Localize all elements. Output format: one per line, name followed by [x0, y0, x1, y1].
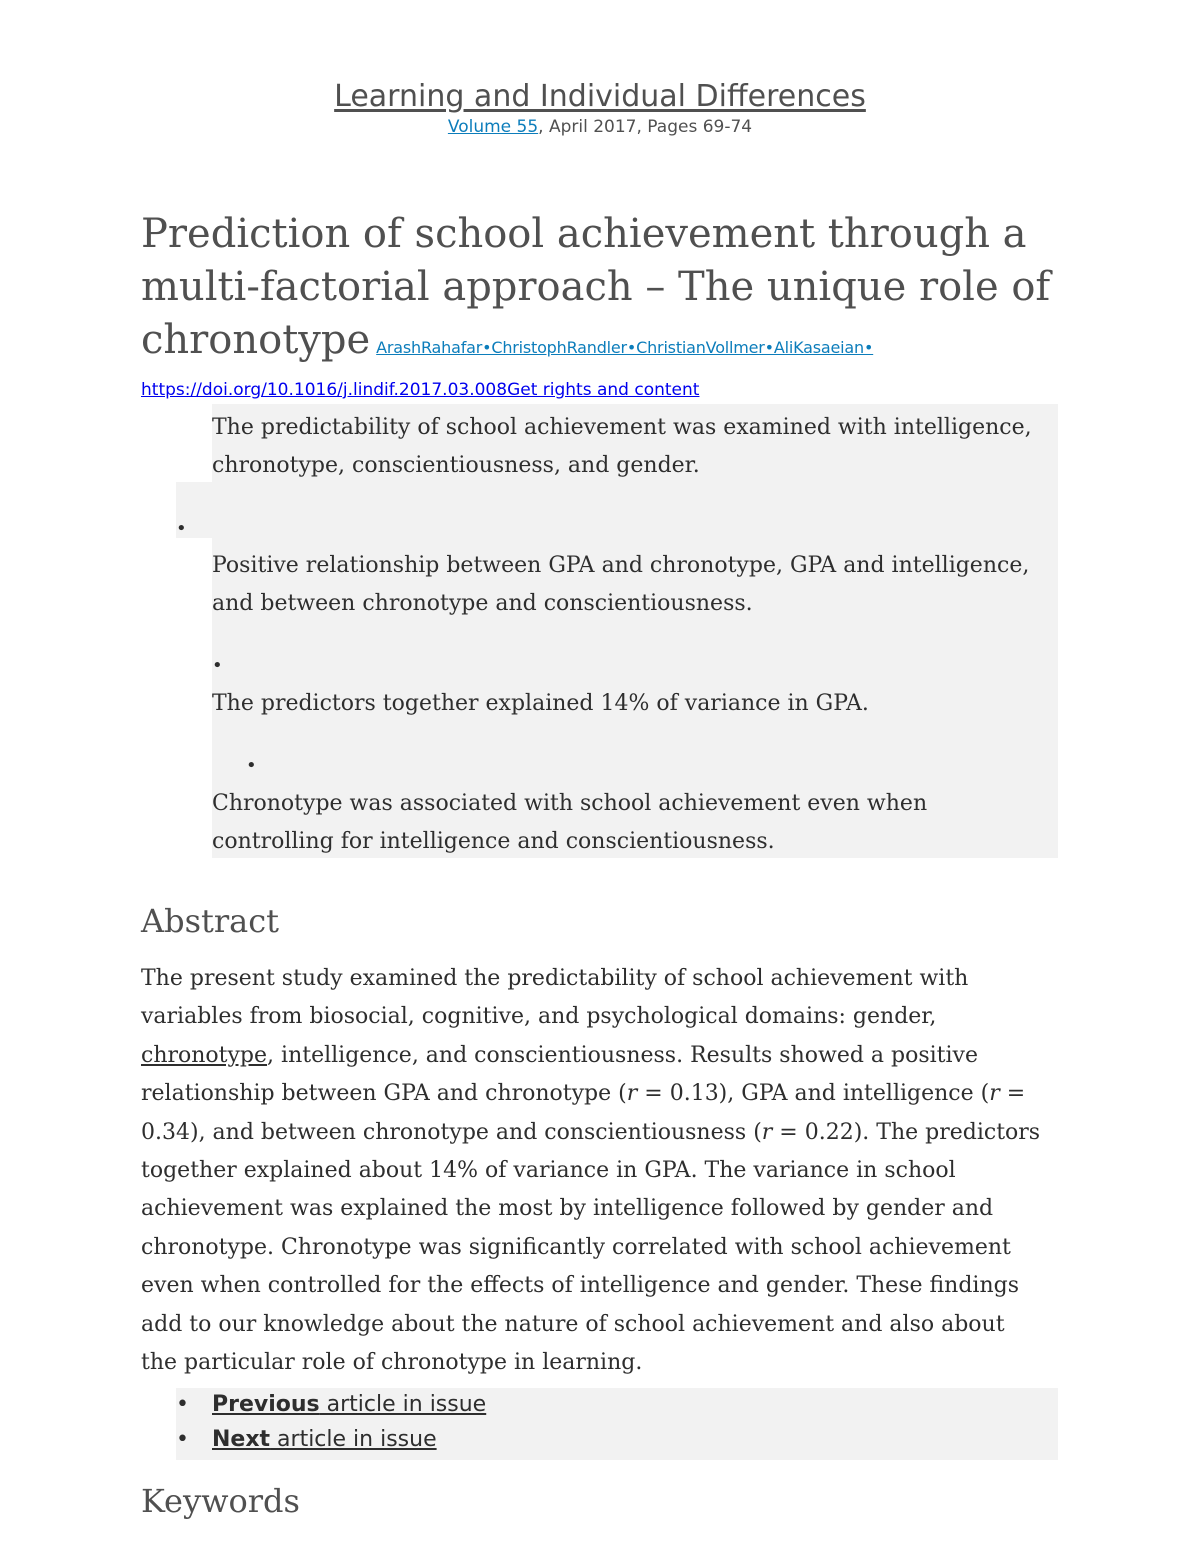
bullet-icon: •	[212, 655, 223, 676]
highlight-item-2: Positive relationship between GPA and chronotype, GPA and intelligence, and between chronotype and conscientiousness.	[212, 553, 1030, 616]
abstract-segment: = 0.13), GPA and intelligence (	[637, 1081, 990, 1107]
doi-link[interactable]: https://doi.org/10.1016/j.lindif.2017.03.008	[141, 380, 508, 400]
abstract-text	[141, 960, 1041, 1382]
bullet-icon: •	[176, 1392, 189, 1417]
bullet-icon: •	[176, 518, 187, 539]
article-nav	[176, 1388, 1058, 1460]
previous-article-link[interactable]	[212, 1392, 486, 1417]
highlight-item-3: The predictors together explained 14% of variance in GPA.	[212, 691, 869, 716]
article-title	[141, 208, 1071, 374]
abstract-segment: = 0.22). The predictors together explained about 14% of variance in GPA. The variance in school achievement was explained the most by intelligence followed by gender and chronotype. Chronotype was significantly correlated with school achievement even when controlled for the effects of intelligence and gender. These findings add to our knowledge about the nature of school achievement and also about the particular role of chronotype in learning.	[141, 1119, 1041, 1376]
abstract-segment: = 0.34), and between chronotype and conscientiousness (	[141, 1081, 1026, 1145]
abstract-heading: Abstract	[141, 902, 280, 940]
highlights-list	[176, 404, 1058, 858]
chronotype-keyword-link[interactable]: chronotype	[141, 1042, 268, 1068]
doi-row	[141, 380, 699, 400]
journal-meta-text: , April 2017, Pages 69-74	[538, 117, 753, 137]
previous-label: Previous	[212, 1392, 320, 1417]
abstract-segment: , intelligence, and conscientiousness. Results showed a positive relationship between GPA and chronotype (	[141, 1042, 978, 1107]
journal-meta	[0, 116, 1200, 138]
highlights-bg	[176, 482, 1058, 538]
abstract-segment: r	[761, 1119, 773, 1145]
next-article-link[interactable]	[212, 1427, 437, 1452]
bullet-icon: •	[246, 755, 257, 776]
journal-header	[0, 78, 1200, 138]
authors-links[interactable]: ArashRahafar•ChristophRandler•ChristianVollmer•AliKasaeian•	[376, 338, 874, 357]
abstract-segment: r	[626, 1081, 638, 1107]
abstract-segment: The present study examined the predictability of school achievement with variables from biosocial, cognitive, and psychological domains: gender,	[141, 966, 969, 1030]
previous-label-rest: article in issue	[319, 1392, 487, 1417]
article-title-text: Prediction of school achievement through a multi-factorial approach – The unique role of chronotype	[141, 211, 1051, 363]
bullet-icon: •	[176, 1427, 189, 1452]
keywords-heading: Keywords	[141, 1482, 300, 1520]
highlight-item-1: The predictability of school achievement was examined with intelligence, chronotype, conscientiousness, and gender.	[212, 415, 1032, 478]
abstract-segment: r	[989, 1081, 1000, 1107]
highlight-item-4: Chronotype was associated with school achievement even when controlling for intelligence and conscientiousness.	[212, 791, 928, 854]
next-label: Next	[212, 1427, 271, 1452]
volume-link[interactable]: Volume 55	[447, 117, 539, 137]
journal-title-link[interactable]: Learning and Individual Differences	[334, 79, 866, 114]
rights-link[interactable]: Get rights and content	[507, 380, 700, 400]
next-label-rest: article in issue	[270, 1427, 437, 1452]
